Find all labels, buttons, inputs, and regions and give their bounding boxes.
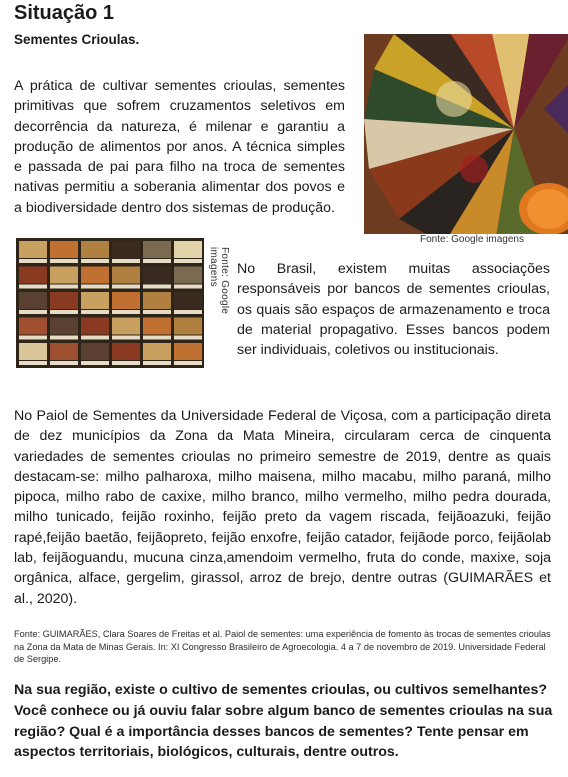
seed-tray bbox=[19, 343, 47, 360]
page-title: Situação 1 bbox=[14, 2, 115, 24]
seed-tray-label bbox=[143, 310, 171, 314]
seed-tray-label bbox=[50, 259, 78, 263]
seed-tray bbox=[143, 241, 171, 258]
seed-tray bbox=[19, 318, 47, 335]
image1-credit: Fonte: Google imagens bbox=[420, 234, 524, 245]
seed-tray-label bbox=[143, 259, 171, 263]
seed-tray bbox=[19, 241, 47, 258]
section-subtitle: Sementes Crioulas. bbox=[14, 32, 140, 47]
seed-tray-label bbox=[50, 361, 78, 365]
seed-tray bbox=[143, 267, 171, 284]
seed-tray bbox=[112, 318, 140, 335]
paragraph-brasil: No Brasil, existem muitas associações responsáveis por bancos de sementes crioulas, os quais são espaços de armazenamento e troca de material propagativo. Esses bancos podem ser individuais, coletivos ou institucionais. bbox=[237, 261, 550, 359]
seed-tray-label bbox=[81, 285, 109, 289]
seed-tray-label bbox=[81, 361, 109, 365]
seed-tray bbox=[50, 292, 78, 309]
seed-tray-label bbox=[81, 336, 109, 340]
seed-tray bbox=[19, 267, 47, 284]
seed-tray bbox=[50, 318, 78, 335]
question-prompt: Na sua região, existe o cultivo de sementes crioulas, ou cultivos semelhantes? Você conhece ou já ouviu falar sobre algum banco de sementes crioulas na sua região? Qual é a importância desses bancos de sementes? Tente pensar em aspectos territoriais, biológicos, culturais, dentre outros. bbox=[14, 682, 553, 761]
image2-credit: Fonte: Google imagens bbox=[208, 247, 230, 315]
seed-tray bbox=[112, 292, 140, 309]
seed-tray-label bbox=[19, 259, 47, 263]
seed-trays-illustration bbox=[16, 238, 204, 368]
seed-tray-label bbox=[81, 259, 109, 263]
seed-tray bbox=[143, 318, 171, 335]
seed-tray bbox=[143, 292, 171, 309]
paragraph-paiol: No Paiol de Sementes da Universidade Federal de Viçosa, com a participação direta de dez municípios da Zona da Mata Mineira, circularam cerca de cinquenta variedades de sementes crioulas no primeiro semestre de 2019, dentre as quais destacam-se: milho palharoxa, milho maisena, milho macabu, milho paraná, milho pipoca, milho rabo de caxixe, milho branco, milho vermelho, milho pedra dourada, milho tunicado, feijão roxinho, feijão preto da vagem riscada, feijãoazuki, feijão rapé,feijão baetão, feijãopreto, feijão enxofre, feijão catador, feijãode porco, feijãolab lab, feijãoguandu, mucuna cinza,amendoim vermelho, fruta do conde, maxixe, soja orgânica, alface, gergelim, girassol, arroz de brejo, dentre outras (GUIMARÃES et al., 2020). bbox=[14, 408, 551, 607]
seed-tray-label bbox=[112, 285, 140, 289]
seed-tray bbox=[174, 318, 202, 335]
seed-tray-label bbox=[81, 310, 109, 314]
seeds-mandala-image bbox=[364, 34, 568, 234]
seed-tray bbox=[174, 241, 202, 258]
seed-tray bbox=[81, 318, 109, 335]
seed-tray-label bbox=[174, 336, 202, 340]
seed-tray bbox=[50, 267, 78, 284]
seed-tray-label bbox=[174, 310, 202, 314]
seed-tray bbox=[81, 241, 109, 258]
seed-tray-label bbox=[143, 336, 171, 340]
seed-tray bbox=[174, 343, 202, 360]
seed-tray bbox=[81, 343, 109, 360]
seed-tray bbox=[174, 292, 202, 309]
seed-tray-label bbox=[50, 336, 78, 340]
seed-tray-label bbox=[174, 361, 202, 365]
paragraph-intro: A prática de cultivar sementes crioulas, sementes primitivas que sofrem cruzamentos seletivos em decorrência da natureza, é milenar e garantiu a produção de alimentos por anos. A técnica simples e passada de pai para filho na troca de sementes nativas permitiu a soberania alimentar dos povos e a biodiversidade dentro dos sistemas de produção. bbox=[14, 78, 345, 216]
reference-source: Fonte: GUIMARÃES, Clara Soares de Freitas et al. Paiol de sementes: uma experiência de fomento às trocas de sementes crioulas na Zona da Mata de Minas Gerais. In: XI Congresso Brasileiro de Agroecologia. 4 a 7 de novembro de 2019. Universidade Federal de Sergipe. bbox=[14, 629, 551, 664]
seed-tray-label bbox=[50, 310, 78, 314]
seed-tray-label bbox=[112, 336, 140, 340]
seed-tray-label bbox=[174, 259, 202, 263]
seed-tray bbox=[112, 267, 140, 284]
seed-tray bbox=[174, 267, 202, 284]
seed-tray bbox=[81, 267, 109, 284]
seed-tray-label bbox=[143, 361, 171, 365]
seed-trays-image bbox=[16, 238, 204, 368]
seed-tray bbox=[50, 241, 78, 258]
seed-tray bbox=[81, 292, 109, 309]
seeds-mandala-illustration bbox=[364, 34, 568, 234]
seed-tray-label bbox=[112, 361, 140, 365]
seed-tray-label bbox=[112, 310, 140, 314]
seed-tray-label bbox=[50, 285, 78, 289]
seed-tray bbox=[50, 343, 78, 360]
seed-tray-label bbox=[19, 361, 47, 365]
seed-tray-label bbox=[112, 259, 140, 263]
seed-tray bbox=[19, 292, 47, 309]
seed-tray bbox=[143, 343, 171, 360]
seed-tray-label bbox=[19, 310, 47, 314]
seed-tray-label bbox=[19, 285, 47, 289]
seed-tray bbox=[112, 343, 140, 360]
seed-tray bbox=[112, 241, 140, 258]
seed-tray-label bbox=[143, 285, 171, 289]
seed-tray-label bbox=[174, 285, 202, 289]
seed-tray-label bbox=[19, 336, 47, 340]
